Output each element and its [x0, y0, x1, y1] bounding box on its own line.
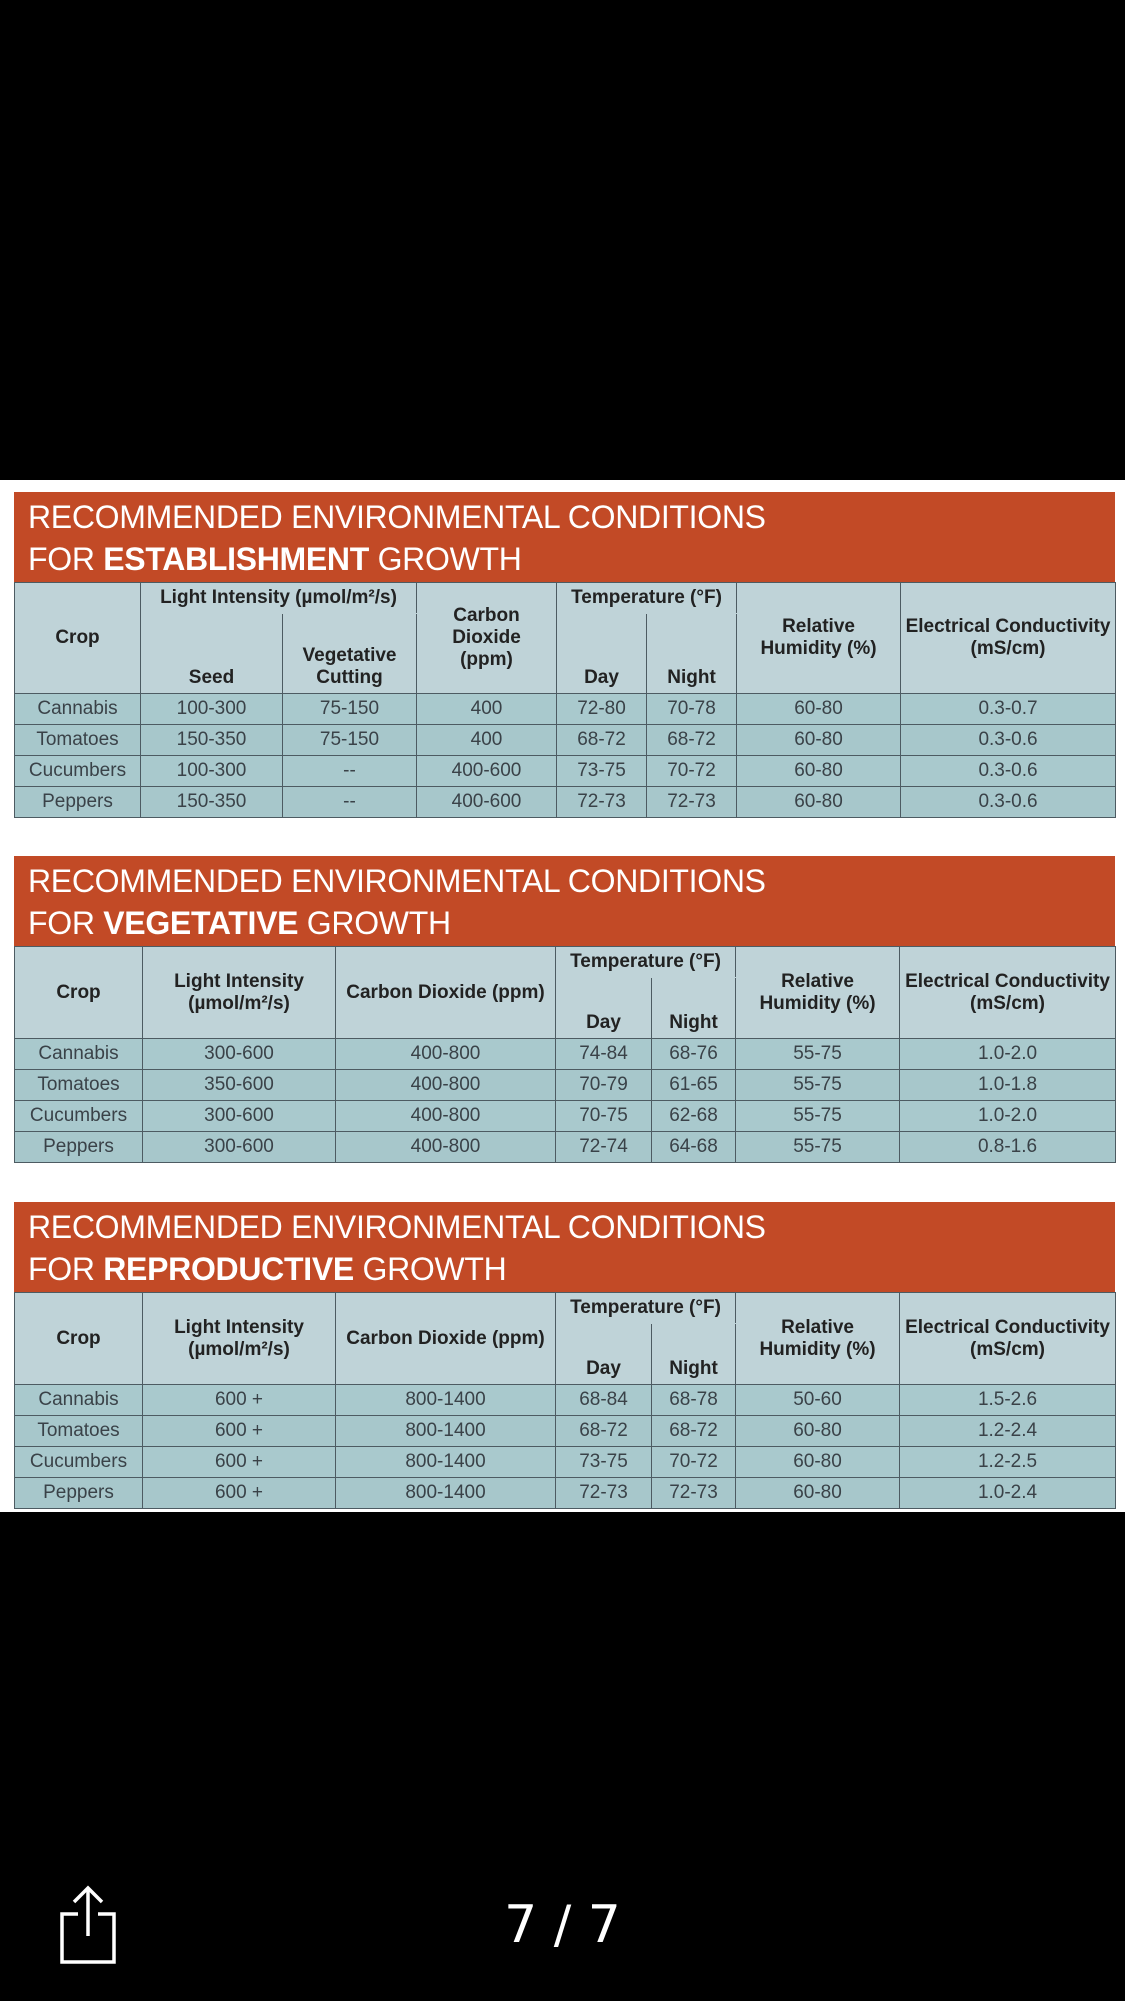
header-humidity: Relative Humidity (%)	[736, 1293, 900, 1385]
cell-humidity: 60-80	[737, 756, 901, 787]
cell-light: 600 +	[143, 1416, 336, 1447]
cell-co2: 400-600	[417, 756, 557, 787]
header-co2: Carbon Dioxide (ppm)	[336, 947, 556, 1039]
cell-cutting: 75-150	[283, 725, 417, 756]
table-row	[15, 1101, 1116, 1132]
cell-ec: 1.0-2.0	[900, 1101, 1116, 1132]
cell-humidity: 50-60	[736, 1385, 900, 1416]
cell-seed: 100-300	[141, 756, 283, 787]
cell-humidity: 60-80	[737, 787, 901, 818]
cell-day: 72-80	[557, 694, 647, 725]
header-temperature-group: Temperature (°F)	[556, 947, 736, 978]
cell-co2: 400-800	[336, 1132, 556, 1163]
header-light-group: Light Intensity (µmol/m²/s)	[141, 583, 417, 614]
table-row	[15, 725, 1116, 756]
cell-crop: Peppers	[15, 1478, 143, 1509]
cell-night: 68-76	[652, 1039, 736, 1070]
cell-cutting: --	[283, 787, 417, 818]
cell-light: 600 +	[143, 1447, 336, 1478]
cell-co2: 400-800	[336, 1101, 556, 1132]
cell-humidity: 60-80	[736, 1416, 900, 1447]
cell-ec: 1.2-2.4	[900, 1416, 1116, 1447]
header-night: Night	[652, 1324, 736, 1385]
cell-crop: Cucumbers	[15, 756, 141, 787]
table-row	[15, 787, 1116, 818]
cell-seed: 150-350	[141, 787, 283, 818]
header-light: Light Intensity (µmol/m²/s)	[143, 947, 336, 1039]
header-crop: Crop	[15, 1293, 143, 1385]
table-row	[15, 1039, 1116, 1070]
header-co2: Carbon Dioxide (ppm)	[336, 1293, 556, 1385]
cell-crop: Tomatoes	[15, 1416, 143, 1447]
cell-day: 68-72	[556, 1416, 652, 1447]
header-humidity: Relative Humidity (%)	[737, 583, 901, 694]
cell-light: 300-600	[143, 1132, 336, 1163]
cell-ec: 1.0-1.8	[900, 1070, 1116, 1101]
header-day: Day	[556, 978, 652, 1039]
header-crop: Crop	[15, 947, 143, 1039]
cell-ec: 1.2-2.5	[900, 1447, 1116, 1478]
header-day: Day	[556, 1324, 652, 1385]
cell-day: 72-73	[556, 1478, 652, 1509]
cell-humidity: 55-75	[736, 1039, 900, 1070]
establishment-section	[14, 492, 1115, 818]
cell-light: 300-600	[143, 1039, 336, 1070]
table-row	[15, 1132, 1116, 1163]
establishment-title-line1: RECOMMENDED ENVIRONMENTAL CONDITIONS	[28, 499, 766, 535]
cell-ec: 1.0-2.4	[900, 1478, 1116, 1509]
establishment-banner	[14, 492, 1115, 582]
cell-humidity: 55-75	[736, 1101, 900, 1132]
cell-humidity: 60-80	[737, 694, 901, 725]
header-light: Light Intensity (µmol/m²/s)	[143, 1293, 336, 1385]
cell-day: 70-79	[556, 1070, 652, 1101]
cell-co2: 400	[417, 694, 557, 725]
cell-crop: Peppers	[15, 787, 141, 818]
header-crop: Crop	[15, 583, 141, 694]
reproductive-banner	[14, 1202, 1115, 1292]
header-ec: Electrical Conductivity (mS/cm)	[900, 947, 1116, 1039]
cell-humidity: 55-75	[736, 1132, 900, 1163]
header-temperature-group: Temperature (°F)	[556, 1293, 736, 1324]
cell-light: 600 +	[143, 1478, 336, 1509]
table-row	[15, 756, 1116, 787]
table-row	[15, 1070, 1116, 1101]
cell-night: 72-73	[652, 1478, 736, 1509]
cell-night: 68-78	[652, 1385, 736, 1416]
table-row	[15, 694, 1116, 725]
header-humidity: Relative Humidity (%)	[736, 947, 900, 1039]
cell-cutting: 75-150	[283, 694, 417, 725]
cell-cutting: --	[283, 756, 417, 787]
cell-day: 73-75	[557, 756, 647, 787]
header-seed: Seed	[141, 614, 283, 694]
cell-night: 70-72	[647, 756, 737, 787]
establishment-table	[14, 582, 1116, 818]
cell-ec: 0.3-0.6	[901, 756, 1116, 787]
cell-night: 62-68	[652, 1101, 736, 1132]
header-ec: Electrical Conductivity (mS/cm)	[901, 583, 1116, 694]
cell-light: 350-600	[143, 1070, 336, 1101]
cell-crop: Cucumbers	[15, 1101, 143, 1132]
cell-night: 68-72	[647, 725, 737, 756]
header-vegetative-cutting: Vegetative Cutting	[283, 614, 417, 694]
reproductive-table	[14, 1292, 1116, 1509]
cell-humidity: 60-80	[736, 1447, 900, 1478]
reproductive-title-line2: FOR REPRODUCTIVE GROWTH	[28, 1251, 507, 1287]
cell-crop: Peppers	[15, 1132, 143, 1163]
cell-night: 70-78	[647, 694, 737, 725]
header-ec: Electrical Conductivity (mS/cm)	[900, 1293, 1116, 1385]
cell-day: 73-75	[556, 1447, 652, 1478]
cell-crop: Tomatoes	[15, 725, 141, 756]
cell-ec: 0.3-0.6	[901, 725, 1116, 756]
cell-ec: 1.0-2.0	[900, 1039, 1116, 1070]
cell-co2: 800-1400	[336, 1385, 556, 1416]
cell-co2: 800-1400	[336, 1478, 556, 1509]
cell-humidity: 60-80	[736, 1478, 900, 1509]
vegetative-title-line2: FOR VEGETATIVE GROWTH	[28, 905, 451, 941]
cell-crop: Cannabis	[15, 1039, 143, 1070]
cell-co2: 800-1400	[336, 1416, 556, 1447]
table-row	[15, 1478, 1116, 1509]
reproductive-section	[14, 1202, 1115, 1509]
table-row	[15, 1447, 1116, 1478]
cell-ec: 0.8-1.6	[900, 1132, 1116, 1163]
cell-co2: 400	[417, 725, 557, 756]
cell-co2: 400-800	[336, 1070, 556, 1101]
cell-night: 64-68	[652, 1132, 736, 1163]
header-night: Night	[652, 978, 736, 1039]
establishment-title-line2: FOR ESTABLISHMENT GROWTH	[28, 541, 522, 577]
cell-day: 68-84	[556, 1385, 652, 1416]
cell-day: 72-73	[557, 787, 647, 818]
cell-ec: 1.5-2.6	[900, 1385, 1116, 1416]
header-co2: Carbon Dioxide (ppm)	[417, 583, 557, 694]
cell-day: 70-75	[556, 1101, 652, 1132]
reproductive-title-line1: RECOMMENDED ENVIRONMENTAL CONDITIONS	[28, 1209, 766, 1245]
cell-seed: 100-300	[141, 694, 283, 725]
cell-humidity: 55-75	[736, 1070, 900, 1101]
cell-night: 61-65	[652, 1070, 736, 1101]
cell-seed: 150-350	[141, 725, 283, 756]
cell-ec: 0.3-0.6	[901, 787, 1116, 818]
cell-day: 68-72	[557, 725, 647, 756]
header-temperature-group: Temperature (°F)	[557, 583, 737, 614]
table-row	[15, 1385, 1116, 1416]
cell-crop: Cannabis	[15, 1385, 143, 1416]
cell-co2: 400-600	[417, 787, 557, 818]
cell-night: 72-73	[647, 787, 737, 818]
cell-co2: 400-800	[336, 1039, 556, 1070]
cell-humidity: 60-80	[737, 725, 901, 756]
cell-night: 70-72	[652, 1447, 736, 1478]
cell-co2: 800-1400	[336, 1447, 556, 1478]
cell-day: 74-84	[556, 1039, 652, 1070]
cell-crop: Tomatoes	[15, 1070, 143, 1101]
cell-ec: 0.3-0.7	[901, 694, 1116, 725]
vegetative-table	[14, 946, 1116, 1163]
vegetative-title-line1: RECOMMENDED ENVIRONMENTAL CONDITIONS	[28, 863, 766, 899]
vegetative-section	[14, 856, 1115, 1163]
cell-day: 72-74	[556, 1132, 652, 1163]
cell-light: 600 +	[143, 1385, 336, 1416]
page-counter: 7 / 7	[504, 1895, 621, 1955]
header-day: Day	[557, 614, 647, 694]
cell-night: 68-72	[652, 1416, 736, 1447]
cell-light: 300-600	[143, 1101, 336, 1132]
cell-crop: Cucumbers	[15, 1447, 143, 1478]
header-night: Night	[647, 614, 737, 694]
vegetative-banner	[14, 856, 1115, 946]
cell-crop: Cannabis	[15, 694, 141, 725]
table-row	[15, 1416, 1116, 1447]
